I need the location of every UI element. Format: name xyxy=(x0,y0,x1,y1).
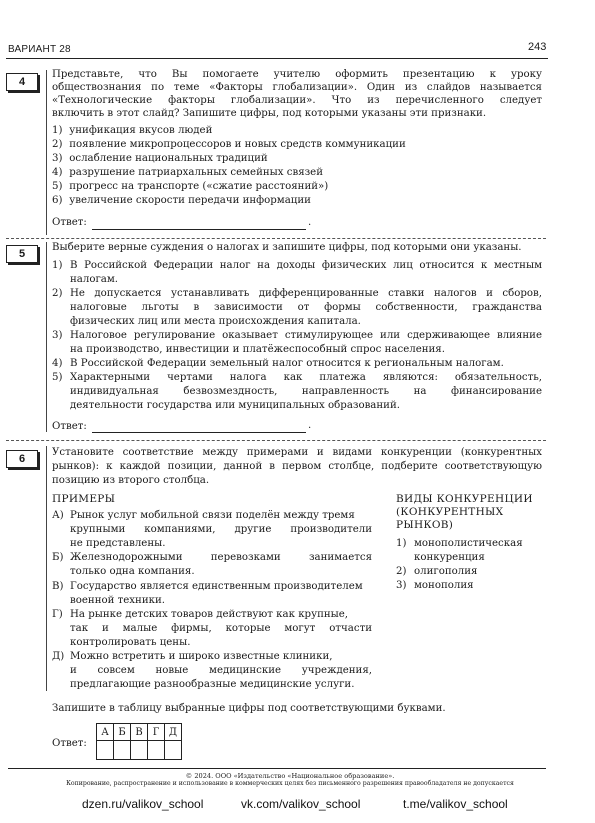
task-5-margin-line xyxy=(46,242,47,432)
task-5-prompt: Выберите верные суждения о налогах и запишите цифры, под которыми они указаны. xyxy=(52,242,522,253)
task-5-option-line: на производство, инвестиции и платёжеспособный спрос населения. xyxy=(70,344,445,355)
footer-rule xyxy=(8,768,546,769)
example-line: военной техники. xyxy=(70,595,166,606)
link-vk[interactable]: vk.com/valikov_school xyxy=(241,797,361,811)
task-6-prompt-line: рынков): к каждой позиции, данной в первом столбце, подберите соответствующую xyxy=(52,461,542,472)
type-line: конкуренция xyxy=(414,552,485,563)
example-letter: Д) xyxy=(52,651,65,662)
example-line: Можно встретить и широко известные клиники, xyxy=(70,651,333,662)
link-dzen[interactable]: dzen.ru/valikov_school xyxy=(82,797,204,811)
task-separator xyxy=(6,440,546,441)
copyright-notice: Копирование, распространение и использование в коммерческих целях без письменного разрешения правообладателя не допускается xyxy=(66,780,514,787)
answer-table xyxy=(96,723,182,760)
answer-cell[interactable] xyxy=(165,741,182,760)
type-line: монополистическая xyxy=(414,538,523,549)
type-number: 1) xyxy=(396,538,407,549)
example-line: Железнодорожными перевозками занимается xyxy=(70,552,372,563)
task-5-option-line: В Российской Федерации налог на доходы физических лиц относится к местным xyxy=(70,260,542,271)
page-number: 243 xyxy=(528,41,547,53)
example-line: только одна компания. xyxy=(70,566,195,577)
task-5-option-number: 5) xyxy=(52,372,63,383)
table-header-cell: Д xyxy=(165,724,182,741)
task-4-option: 1) унификация вкусов людей xyxy=(52,125,213,136)
type-line: олигополия xyxy=(414,566,478,577)
task-5-option-number: 4) xyxy=(52,358,63,369)
task-separator xyxy=(6,238,546,239)
task-number-4: 4 xyxy=(6,73,38,91)
task-4-prompt-line: обществознания по теме «Факторы глобализации». Один из слайдов называется xyxy=(52,82,542,93)
example-line: Государство является единственным производителем xyxy=(70,581,363,592)
task-5-option-line: физических лиц или места происхождения капитала. xyxy=(70,316,361,327)
task-4-option: 2) появление микропроцессоров и новых средств коммуникации xyxy=(52,139,406,150)
task-5-option-line: Не допускается устанавливать дифференцированные ставки налогов и сборов, xyxy=(70,288,542,299)
task-5-option-line: налогам. xyxy=(70,274,119,285)
task-4-option: 6) увеличение скорости передачи информации xyxy=(52,195,311,206)
variant-label: ВАРИАНТ 28 xyxy=(8,44,71,55)
table-header-cell: В xyxy=(131,724,148,741)
task-5-option-line: Налоговое регулирование оказывает стимулирующее или сдерживающее влияние xyxy=(70,330,542,341)
task-5-answer-label: Ответ: xyxy=(52,421,87,432)
example-letter: А) xyxy=(52,510,64,521)
task-number-5: 5 xyxy=(6,245,38,263)
example-line: На рынке детских товаров действуют как крупные, xyxy=(70,609,349,620)
task-4-margin-line xyxy=(46,70,47,235)
example-line: Рынок услуг мобильной связи поделён между тремя xyxy=(70,510,355,521)
example-line: так и малые фирмы, которые могут отчасти xyxy=(70,623,372,634)
answer-cell[interactable] xyxy=(97,741,114,760)
table-header-cell: Б xyxy=(114,724,131,741)
task-5-option-line: В Российской Федерации земельный налог относится к региональным налогам. xyxy=(70,358,504,369)
examples-heading: ПРИМЕРЫ xyxy=(52,493,116,505)
type-number: 3) xyxy=(396,580,407,591)
task-5-option-number: 3) xyxy=(52,330,63,341)
task-4-option: 3) ослабление национальных традиций xyxy=(52,153,268,164)
example-letter: Б) xyxy=(52,552,64,563)
task-4-prompt-line: «Технологические факторы глобализации». Что из перечисленного следует xyxy=(52,95,542,106)
task-4-answer-field[interactable] xyxy=(92,229,306,230)
example-line: и совсем новые медицинские учреждения, xyxy=(70,665,372,676)
types-heading-line: РЫНКОВ) xyxy=(396,519,454,531)
example-line: не представлены. xyxy=(70,538,166,549)
example-letter: Г) xyxy=(52,609,63,620)
task-5-answer-field[interactable] xyxy=(92,432,306,433)
answer-cell[interactable] xyxy=(114,741,131,760)
answer-cell[interactable] xyxy=(131,741,148,760)
table-header-cell: Г xyxy=(148,724,165,741)
task-4-option: 4) разрушение патриархальных семейных связей xyxy=(52,167,323,178)
task-5-option-line: деятельности государства или муниципальных образований. xyxy=(70,400,400,411)
example-line: предлагающие разнообразные медицинские услуги. xyxy=(70,679,355,690)
types-heading-line: (КОНКУРЕНТНЫХ xyxy=(396,506,504,518)
task-5-option-number: 2) xyxy=(52,288,63,299)
header-rule xyxy=(6,58,548,59)
period: . xyxy=(308,420,312,431)
task-6-margin-line xyxy=(46,446,47,691)
task-5-option-line: индивидуальная безвозмездность, направленность на финансирование xyxy=(70,386,542,397)
example-line: крупными компаниями, другие производители xyxy=(70,524,372,535)
types-heading-line: ВИДЫ КОНКУРЕНЦИИ xyxy=(396,493,533,505)
table-header-cell: А xyxy=(97,724,114,741)
task-6-prompt-line: позицию из второго столбца. xyxy=(52,475,210,486)
task-5-option-line: налоговые льготы в зависимости от формы собственности, гражданства xyxy=(70,302,542,313)
copyright: © 2024. ООО «Издательство «Национальное образование». xyxy=(185,772,395,780)
link-telegram[interactable]: t.me/valikov_school xyxy=(403,797,508,811)
task-4-answer-label: Ответ: xyxy=(52,217,87,228)
type-line: монополия xyxy=(414,580,474,591)
period: . xyxy=(308,217,312,228)
task-4-prompt-line: включить в этот слайд? Запишите цифры, под которыми указаны эти признаки. xyxy=(52,108,487,119)
example-letter: В) xyxy=(52,581,64,592)
table-instruction: Запишите в таблицу выбранные цифры под соответствующими буквами. xyxy=(52,703,446,714)
answer-cell[interactable] xyxy=(148,741,165,760)
type-number: 2) xyxy=(396,566,407,577)
task-6-answer-label: Ответ: xyxy=(52,738,87,749)
task-4-prompt-line: Представьте, что Вы помогаете учителю оформить презентацию к уроку xyxy=(52,69,542,80)
task-5-option-line: Характерными чертами налога как платежа являются: обязательность, xyxy=(70,372,542,383)
task-number-6: 6 xyxy=(6,450,38,468)
task-4-option: 5) прогресс на транспорте («сжатие расстояний») xyxy=(52,181,329,192)
example-line: контролировать цены. xyxy=(70,637,191,648)
task-5-option-number: 1) xyxy=(52,260,63,271)
task-6-prompt-line: Установите соответствие между примерами и видами конкуренции (конкурентных xyxy=(52,447,542,458)
